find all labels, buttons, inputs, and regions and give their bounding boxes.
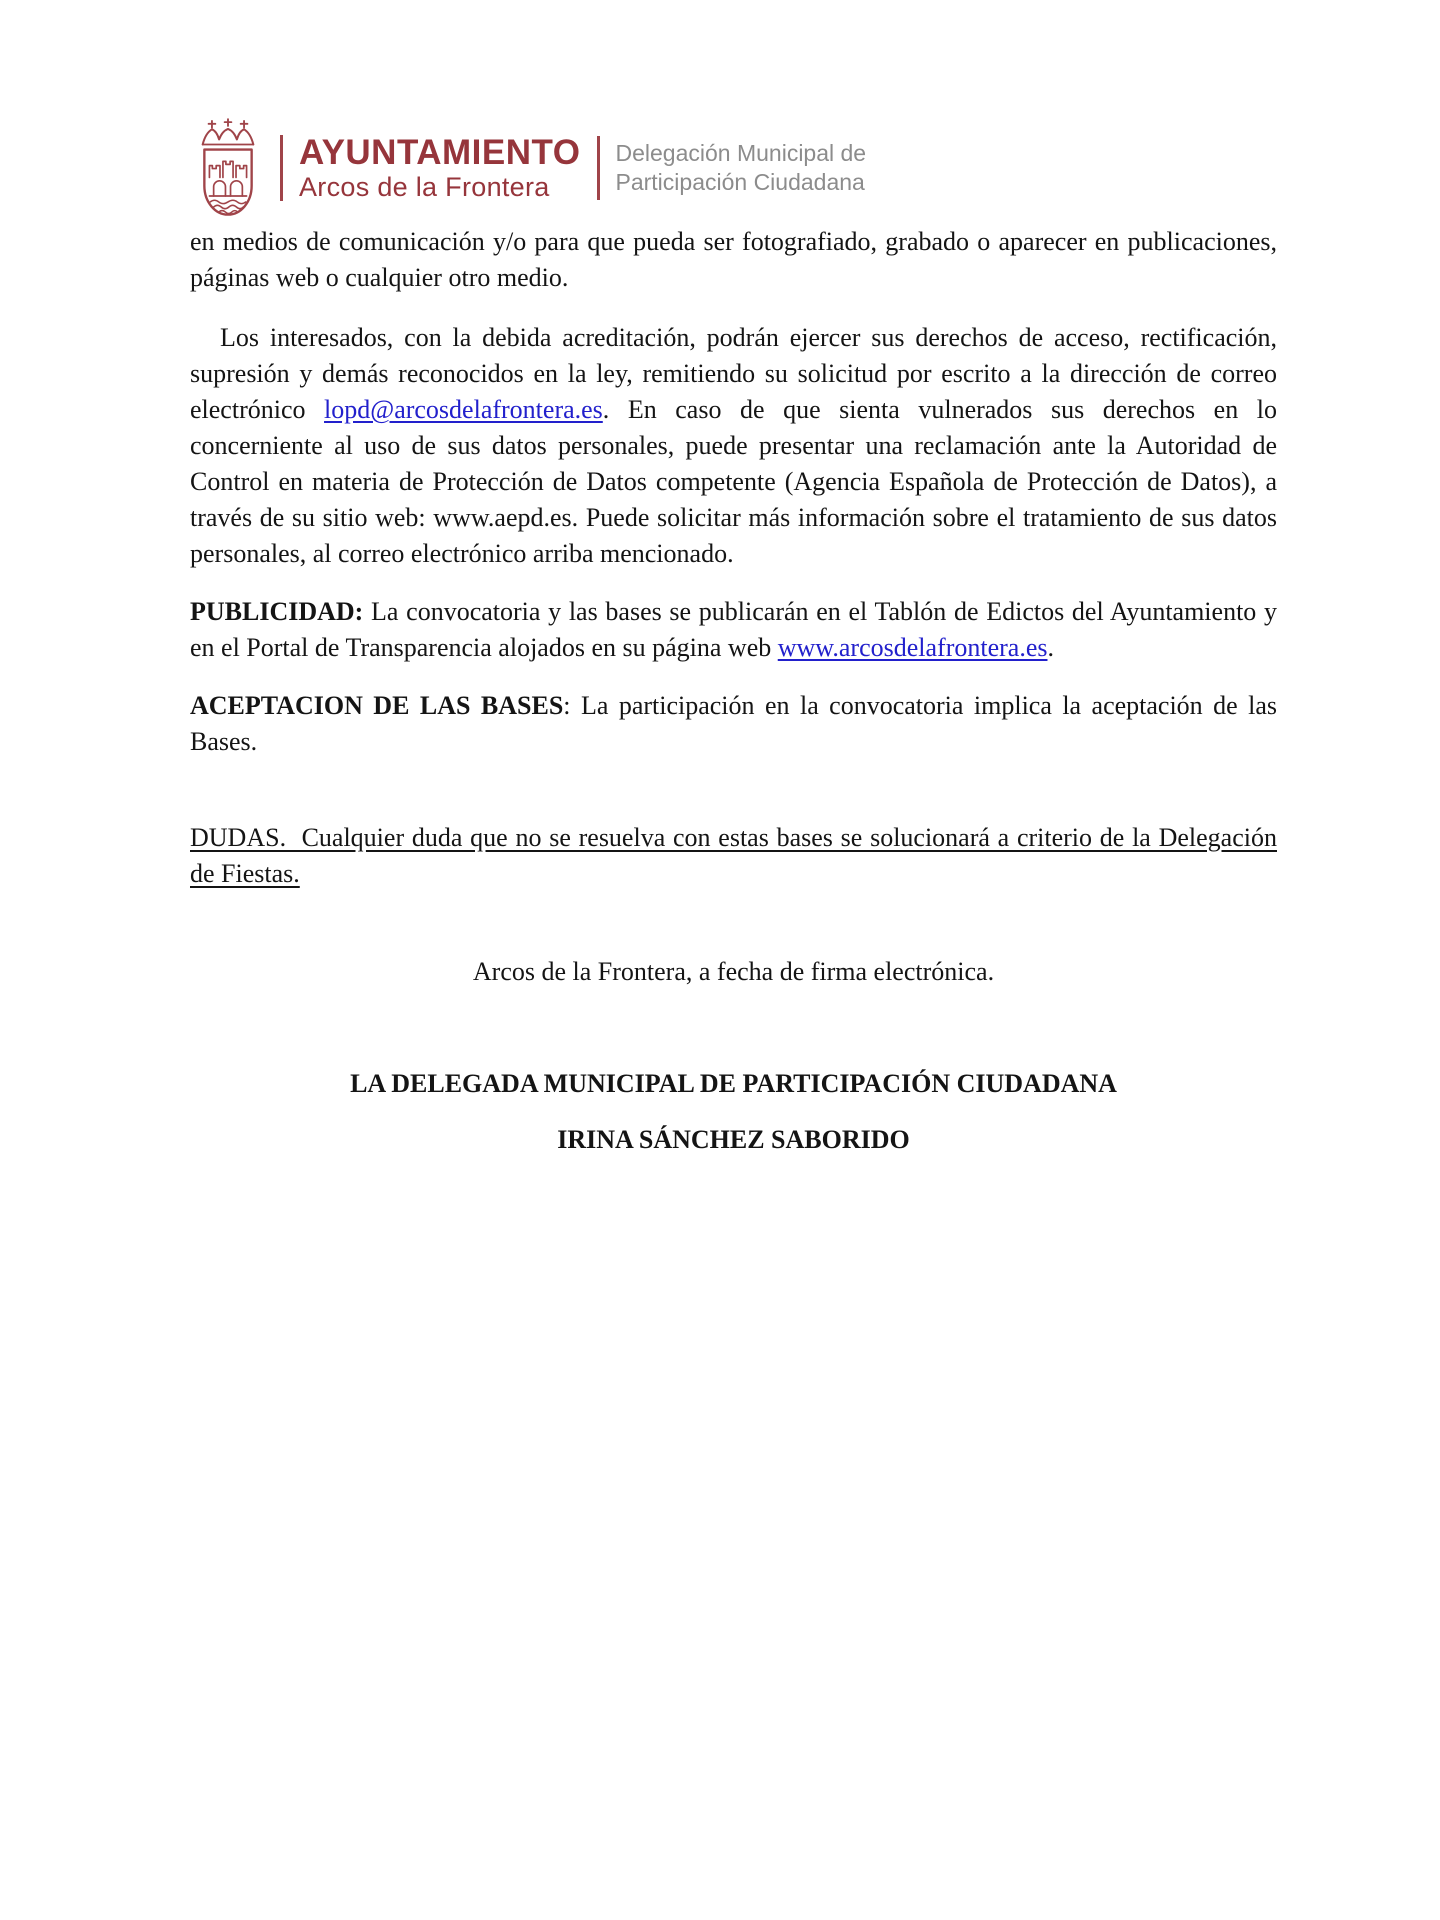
document-content [190, 118, 1277, 1158]
media-consent-text: en medios de comunicación y/o para que pueda ser fotografiado, grabado o aparecer en publicaciones, páginas web o cualquier otro medio. [190, 227, 1277, 292]
paragraph-publicidad [190, 594, 1277, 666]
department-block [616, 139, 867, 197]
data-rights-text-post: . En caso de que sienta vulnerados sus derechos en lo concerniente al uso de sus datos personales, puede presentar una reclamación ante la Autoridad de Control en materia de Protección de Datos competente (Agencia Española de Protección de Datos), a través de su sitio web: www.aepd.es. Puede solicitar más información sobre el tratamiento de sus datos personales, al correo electrónico arriba mencionado. [190, 395, 1277, 568]
letterhead [190, 118, 1277, 218]
department-line-2: Participación Ciudadana [615, 169, 865, 195]
paragraph-dudas [190, 820, 1277, 892]
signature-title: LA DELEGADA MUNICIPAL DE PARTICIPACIÓN CIUDADANA [350, 1069, 1117, 1098]
paragraph-aceptacion [190, 688, 1277, 760]
coat-of-arms-icon [190, 117, 266, 221]
department-line-1: Delegación Municipal de [615, 140, 867, 166]
document-body [190, 224, 1277, 1158]
paragraph-data-rights [190, 320, 1277, 572]
publicidad-period: . [1047, 633, 1054, 662]
signature-name: IRINA SÁNCHEZ SABORIDO [557, 1125, 910, 1154]
paragraph-media-consent [190, 224, 1277, 296]
logo-divider [280, 135, 283, 201]
aceptacion-text: : La participación en la convocatoria implica la aceptación de las Bases. [190, 691, 1277, 756]
place-date-line: Arcos de la Frontera, a fecha de firma electrónica. [472, 957, 995, 986]
dudas-text: DUDAS. Cualquier duda que no se resuelva con estas bases se solucionará a criterio de la Delegación de Fiestas. [190, 823, 1277, 888]
publicidad-label: PUBLICIDAD: [190, 597, 364, 626]
publicidad-text: La convocatoria y las bases se publicarán en el Tablón de Edictos del Ayuntamiento y en el Portal de Transparencia alojados en su página web [190, 597, 1277, 662]
data-rights-text-pre: Los interesados, con la debida acreditación, podrán ejercer sus derechos de acceso, rectificación, supresión y demás reconocidos en la ley, remitiendo su solicitud por escrito a la dirección de correo electrónico [190, 323, 1277, 424]
dept-divider [597, 136, 600, 200]
aceptacion-label: ACEPTACION DE LAS BASES [190, 691, 564, 720]
org-name-block [299, 134, 581, 202]
email-link[interactable]: lopd@arcosdelafrontera.es [324, 395, 603, 424]
website-link[interactable]: www.arcosdelafrontera.es [777, 633, 1048, 662]
org-name: AYUNTAMIENTO [299, 133, 581, 172]
org-subtitle: Arcos de la Frontera [299, 172, 550, 202]
